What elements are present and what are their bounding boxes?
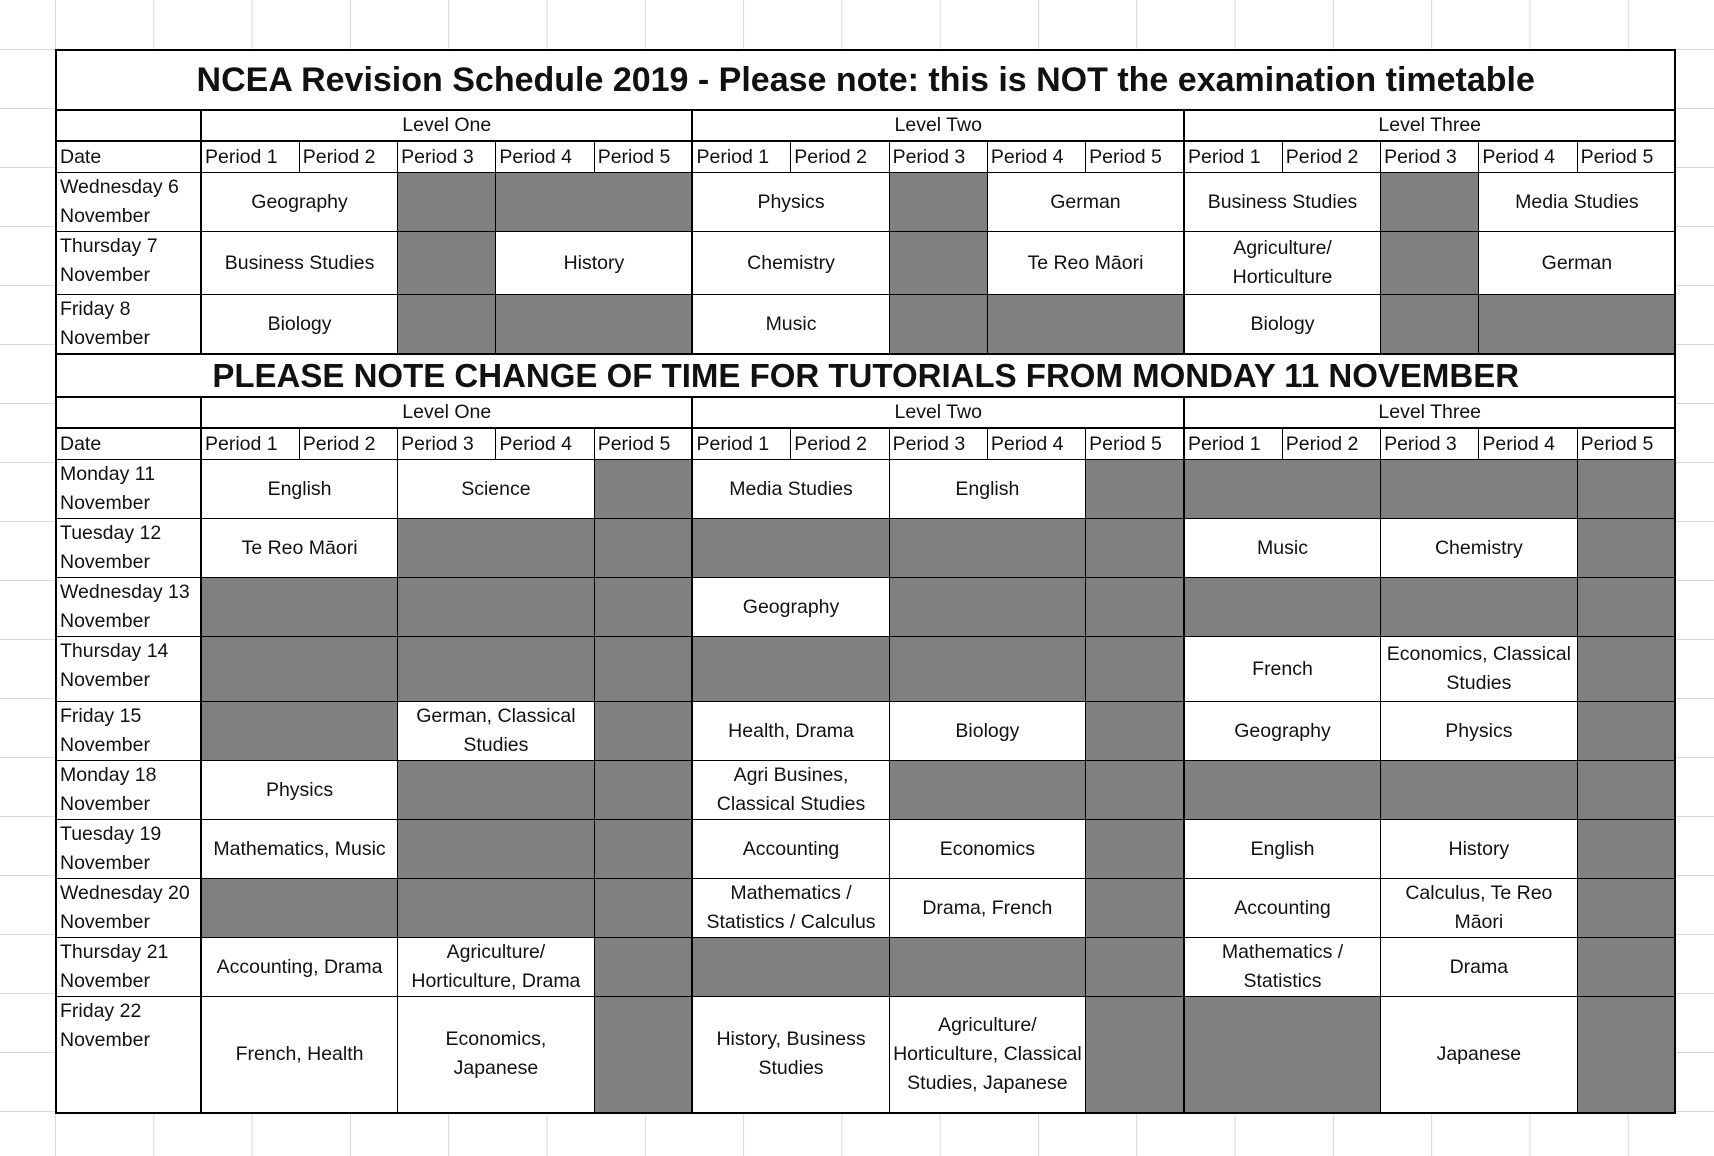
schedule-row — [56, 761, 1675, 820]
period-header: Period 3 — [398, 428, 496, 460]
blocked-cell — [1381, 460, 1578, 519]
period-header: Period 1 — [1184, 141, 1282, 173]
subject-cell: Accounting — [1184, 879, 1381, 938]
subject-cell: Accounting — [692, 820, 889, 879]
blocked-cell — [201, 578, 398, 637]
blocked-cell — [987, 295, 1184, 355]
schedule-row — [56, 232, 1675, 295]
blocked-cell — [1577, 460, 1675, 519]
blocked-cell — [398, 637, 595, 702]
level-header: Level Two — [692, 110, 1183, 141]
subject-cell: Biology — [201, 295, 398, 355]
blocked-cell — [1577, 519, 1675, 578]
blocked-cell — [594, 578, 692, 637]
blocked-cell — [1086, 997, 1184, 1113]
subject-cell: German, Classical Studies — [398, 702, 595, 761]
blocked-cell — [594, 519, 692, 578]
blocked-cell — [594, 637, 692, 702]
period-header: Period 1 — [201, 141, 299, 173]
period-header: Period 4 — [987, 141, 1085, 173]
blocked-cell — [496, 173, 693, 232]
blocked-cell — [1577, 637, 1675, 702]
blocked-cell — [692, 519, 889, 578]
subject-cell: Physics — [1381, 702, 1578, 761]
date-cell: Monday 18 November — [56, 761, 201, 820]
blocked-cell — [594, 820, 692, 879]
period-header: Period 5 — [1577, 428, 1675, 460]
subject-cell: Drama, French — [889, 879, 1086, 938]
subject-cell: History, Business Studies — [692, 997, 889, 1113]
level-header: Level Three — [1184, 110, 1675, 141]
blocked-cell — [692, 637, 889, 702]
date-cell: Friday 8 November — [56, 295, 201, 355]
subject-cell: Chemistry — [1381, 519, 1578, 578]
blocked-cell — [398, 820, 595, 879]
blocked-cell — [1577, 702, 1675, 761]
blocked-cell — [692, 938, 889, 997]
blocked-cell — [201, 702, 398, 761]
period-header: Period 4 — [1479, 428, 1577, 460]
schedule-row — [56, 938, 1675, 997]
blocked-cell — [1381, 232, 1479, 295]
blocked-cell — [1086, 938, 1184, 997]
blocked-cell — [594, 879, 692, 938]
period-header: Period 3 — [1381, 141, 1479, 173]
subject-cell: English — [201, 460, 398, 519]
period-header: Period 4 — [987, 428, 1085, 460]
revision-schedule-table — [55, 49, 1676, 1114]
period-header: Period 3 — [889, 141, 987, 173]
subject-cell: Mathematics / Statistics — [1184, 938, 1381, 997]
blocked-cell — [889, 637, 1086, 702]
schedule-row — [56, 519, 1675, 578]
period-header: Period 3 — [889, 428, 987, 460]
period-header: Period 5 — [1086, 141, 1184, 173]
blocked-cell — [398, 232, 496, 295]
date-header: Date — [56, 141, 201, 173]
blocked-cell — [889, 519, 1086, 578]
subject-cell: French, Health — [201, 997, 398, 1113]
time-change-banner: PLEASE NOTE CHANGE OF TIME FOR TUTORIALS FROM MONDAY 11 NOVEMBER — [56, 354, 1675, 397]
period-header: Period 4 — [1479, 141, 1577, 173]
blocked-cell — [1086, 519, 1184, 578]
schedule-row — [56, 460, 1675, 519]
subject-cell: Geography — [1184, 702, 1381, 761]
subject-cell: Drama — [1381, 938, 1578, 997]
subject-cell: Economics — [889, 820, 1086, 879]
period-header: Period 4 — [496, 141, 594, 173]
period-header-row — [56, 141, 1675, 173]
blocked-cell — [1086, 460, 1184, 519]
period-header-row — [56, 428, 1675, 460]
blocked-cell — [398, 879, 595, 938]
blocked-cell — [889, 173, 987, 232]
blocked-cell — [1577, 820, 1675, 879]
subject-cell: Biology — [889, 702, 1086, 761]
blocked-cell — [1184, 578, 1381, 637]
subject-cell: English — [1184, 820, 1381, 879]
blocked-cell — [1577, 761, 1675, 820]
period-header: Period 2 — [791, 141, 889, 173]
level-header-row — [56, 397, 1675, 428]
subject-cell: Biology — [1184, 295, 1381, 355]
level-header: Level One — [201, 110, 692, 141]
blocked-cell — [398, 761, 595, 820]
subject-cell: Music — [692, 295, 889, 355]
subject-cell: History — [1381, 820, 1578, 879]
subject-cell: Media Studies — [692, 460, 889, 519]
period-header: Period 5 — [594, 141, 692, 173]
subject-cell: German — [1479, 232, 1676, 295]
subject-cell: English — [889, 460, 1086, 519]
blocked-cell — [398, 578, 595, 637]
blocked-cell — [1086, 820, 1184, 879]
period-header: Period 1 — [692, 428, 790, 460]
date-header: Date — [56, 428, 201, 460]
blocked-cell — [889, 761, 1086, 820]
subject-cell: Accounting, Drama — [201, 938, 398, 997]
period-header: Period 2 — [1282, 141, 1380, 173]
period-header: Period 2 — [791, 428, 889, 460]
blocked-cell — [1381, 578, 1578, 637]
period-header: Period 3 — [398, 141, 496, 173]
blocked-cell — [398, 519, 595, 578]
period-header: Period 5 — [1086, 428, 1184, 460]
subject-cell: Agriculture/ Horticulture, Drama — [398, 938, 595, 997]
period-header: Period 2 — [1282, 428, 1380, 460]
blocked-cell — [496, 295, 693, 355]
blocked-cell — [1577, 578, 1675, 637]
date-cell: Wednesday 13 November — [56, 578, 201, 637]
blocked-cell — [1479, 295, 1676, 355]
subject-cell: Physics — [692, 173, 889, 232]
blocked-cell — [1184, 997, 1381, 1113]
period-header: Period 1 — [201, 428, 299, 460]
blocked-cell — [889, 232, 987, 295]
date-cell: Thursday 14 November — [56, 637, 201, 702]
blocked-cell — [1381, 295, 1479, 355]
blocked-cell — [201, 879, 398, 938]
blocked-cell — [594, 460, 692, 519]
blocked-cell — [398, 173, 496, 232]
subject-cell: Agri Busines, Classical Studies — [692, 761, 889, 820]
date-cell: Tuesday 12 November — [56, 519, 201, 578]
blocked-cell — [889, 938, 1086, 997]
period-header: Period 1 — [1184, 428, 1282, 460]
blank-header-cell — [56, 110, 201, 141]
blocked-cell — [1577, 997, 1675, 1113]
blocked-cell — [594, 938, 692, 997]
subject-cell: Economics, Classical Studies — [1381, 637, 1578, 702]
blocked-cell — [1086, 879, 1184, 938]
blocked-cell — [1086, 761, 1184, 820]
schedule-row — [56, 173, 1675, 232]
subject-cell: Geography — [692, 578, 889, 637]
date-cell: Monday 11 November — [56, 460, 201, 519]
date-cell: Friday 15 November — [56, 702, 201, 761]
blocked-cell — [889, 295, 987, 355]
subject-cell: Te Reo Māori — [987, 232, 1184, 295]
level-header: Level Two — [692, 397, 1183, 428]
blocked-cell — [594, 997, 692, 1113]
schedule-title: NCEA Revision Schedule 2019 - Please note: this is NOT the examination timetable — [56, 50, 1675, 110]
schedule-row — [56, 997, 1675, 1113]
subject-cell: Agriculture/ Horticulture — [1184, 232, 1381, 295]
subject-cell: Japanese — [1381, 997, 1578, 1113]
blocked-cell — [1577, 938, 1675, 997]
blocked-cell — [1086, 637, 1184, 702]
subject-cell: Physics — [201, 761, 398, 820]
subject-cell: Business Studies — [201, 232, 398, 295]
date-cell: Friday 22 November — [56, 997, 201, 1113]
subject-cell: Mathematics / Statistics / Calculus — [692, 879, 889, 938]
schedule-row — [56, 295, 1675, 355]
blocked-cell — [201, 637, 398, 702]
period-header: Period 5 — [1577, 141, 1675, 173]
period-header: Period 1 — [692, 141, 790, 173]
blocked-cell — [1184, 460, 1381, 519]
title-row — [56, 50, 1675, 110]
blocked-cell — [1086, 578, 1184, 637]
blocked-cell — [889, 578, 1086, 637]
period-header: Period 3 — [1381, 428, 1479, 460]
subject-cell: Mathematics, Music — [201, 820, 398, 879]
blank-header-cell — [56, 397, 201, 428]
period-header: Period 5 — [594, 428, 692, 460]
subject-cell: German — [987, 173, 1184, 232]
date-cell: Wednesday 6 November — [56, 173, 201, 232]
subject-cell: Te Reo Māori — [201, 519, 398, 578]
date-cell: Thursday 21 November — [56, 938, 201, 997]
subject-cell: Economics, Japanese — [398, 997, 595, 1113]
subject-cell: Geography — [201, 173, 398, 232]
schedule-row — [56, 879, 1675, 938]
level-header: Level Three — [1184, 397, 1675, 428]
blocked-cell — [398, 295, 496, 355]
subject-cell: Music — [1184, 519, 1381, 578]
blocked-cell — [1184, 761, 1381, 820]
subject-cell: French — [1184, 637, 1381, 702]
blocked-cell — [1577, 879, 1675, 938]
period-header: Period 2 — [299, 141, 397, 173]
level-header: Level One — [201, 397, 692, 428]
schedule-row — [56, 702, 1675, 761]
subject-cell: Science — [398, 460, 595, 519]
blocked-cell — [594, 702, 692, 761]
date-cell: Tuesday 19 November — [56, 820, 201, 879]
date-cell: Wednesday 20 November — [56, 879, 201, 938]
period-header: Period 2 — [299, 428, 397, 460]
period-header: Period 4 — [496, 428, 594, 460]
banner-row — [56, 354, 1675, 397]
subject-cell: Business Studies — [1184, 173, 1381, 232]
subject-cell: Media Studies — [1479, 173, 1676, 232]
blocked-cell — [1381, 761, 1578, 820]
level-header-row — [56, 110, 1675, 141]
subject-cell: Agriculture/ Horticulture, Classical Studies, Japanese — [889, 997, 1086, 1113]
schedule-row — [56, 820, 1675, 879]
date-cell: Thursday 7 November — [56, 232, 201, 295]
subject-cell: Calculus, Te Reo Māori — [1381, 879, 1578, 938]
subject-cell: Health, Drama — [692, 702, 889, 761]
blocked-cell — [1381, 173, 1479, 232]
blocked-cell — [594, 761, 692, 820]
subject-cell: History — [496, 232, 693, 295]
schedule-row — [56, 578, 1675, 637]
blocked-cell — [1086, 702, 1184, 761]
schedule-row — [56, 637, 1675, 702]
subject-cell: Chemistry — [692, 232, 889, 295]
